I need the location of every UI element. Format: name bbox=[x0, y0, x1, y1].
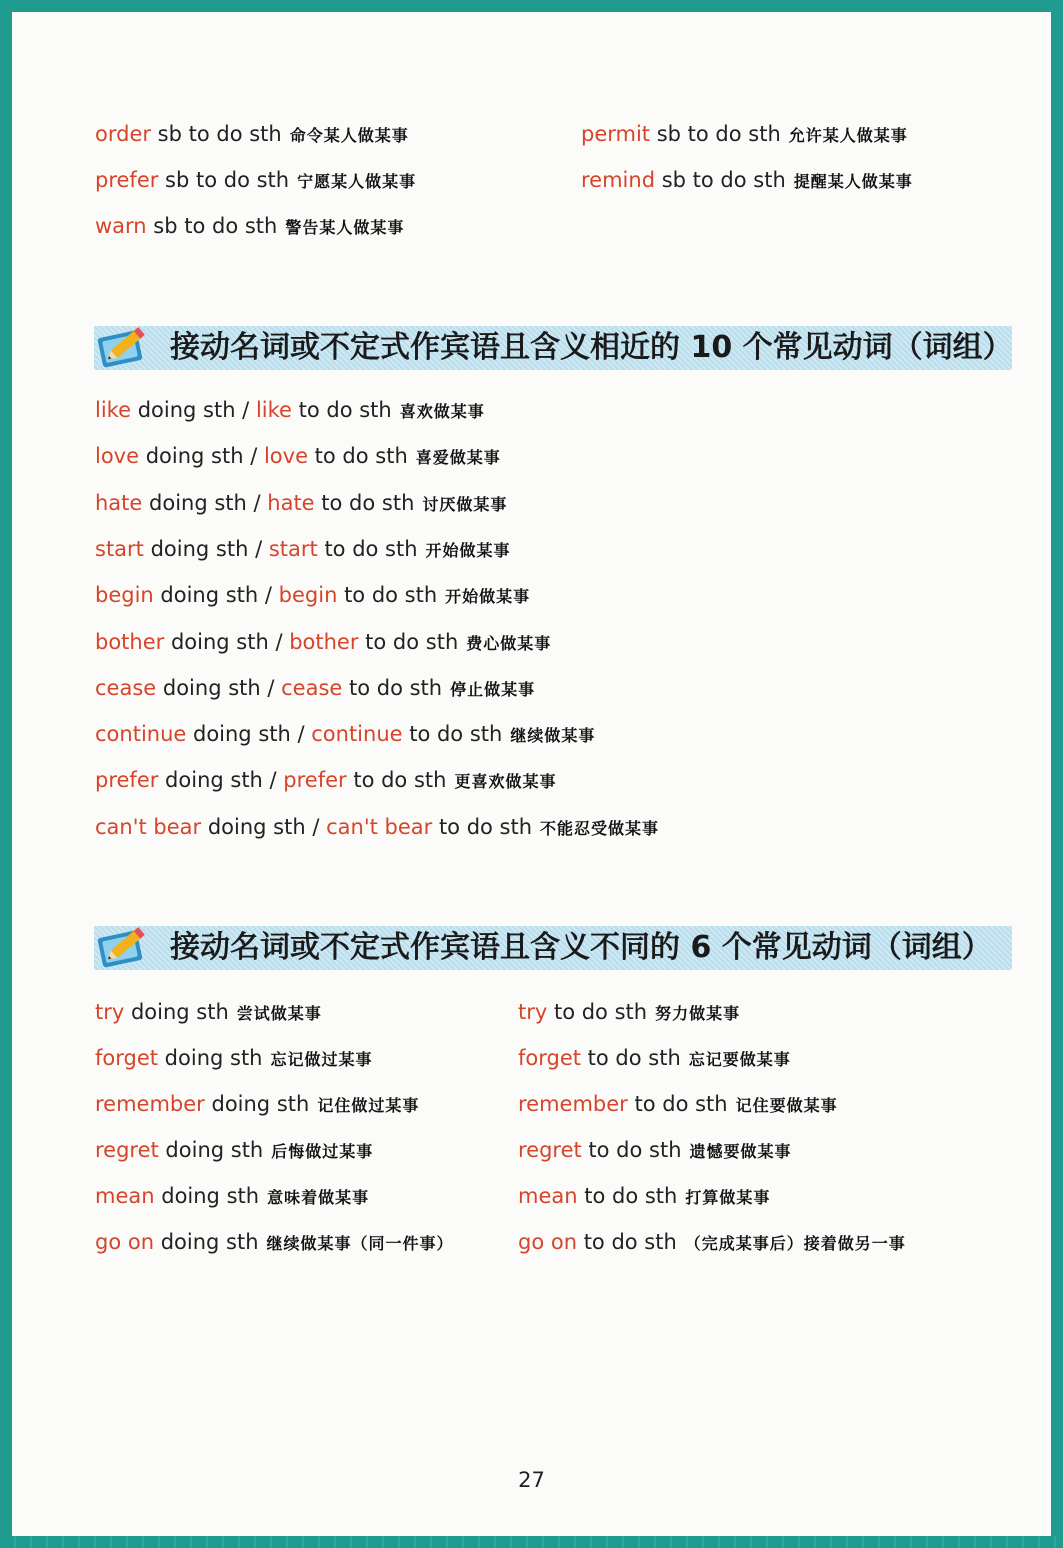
verb: prefer bbox=[95, 768, 159, 793]
meaning: 忘记做过某事 bbox=[270, 1050, 373, 1069]
verb: mean bbox=[95, 1184, 155, 1208]
meaning: 允许某人做某事 bbox=[788, 126, 908, 145]
different-verb-row bbox=[518, 1090, 838, 1120]
verb: try bbox=[95, 1000, 125, 1024]
pattern: doing sth / bbox=[201, 814, 327, 839]
verb: begin bbox=[278, 583, 338, 608]
pattern: doing sth / bbox=[164, 629, 290, 654]
similar-verb-row bbox=[95, 535, 511, 565]
verb: forget bbox=[518, 1046, 581, 1070]
similar-verb-row bbox=[95, 396, 485, 426]
meaning: 宁愿某人做某事 bbox=[297, 172, 417, 191]
different-verb-row bbox=[95, 998, 322, 1028]
section-title: 接动名词或不定式作宾语且含义相近的 10 个常见动词（词组） bbox=[170, 330, 1013, 365]
different-verb-row bbox=[95, 1044, 373, 1074]
verb: permit bbox=[581, 122, 651, 146]
pattern: to do sth bbox=[317, 536, 418, 561]
meaning: 努力做某事 bbox=[655, 1004, 741, 1023]
meaning: 开始做某事 bbox=[425, 540, 511, 560]
pattern: doing sth bbox=[124, 1000, 229, 1024]
pattern: to do sth bbox=[291, 398, 392, 422]
pattern: doing sth bbox=[158, 1138, 264, 1162]
pattern: doing sth bbox=[154, 1184, 260, 1208]
meaning: 意味着做某事 bbox=[267, 1188, 370, 1207]
verb: can't bear bbox=[326, 814, 433, 839]
pattern: to do sth bbox=[358, 629, 459, 654]
different-verb-row bbox=[518, 1044, 791, 1074]
pattern: to do sth bbox=[547, 1000, 648, 1024]
verb: go on bbox=[95, 1230, 155, 1254]
verb: mean bbox=[518, 1184, 578, 1208]
pattern: to do sth bbox=[307, 444, 408, 469]
similar-verb-row bbox=[95, 674, 535, 704]
pattern: to do sth bbox=[402, 722, 503, 747]
different-verb-row bbox=[518, 1136, 792, 1166]
verb: continue bbox=[95, 722, 187, 747]
meaning: 提醒某人做某事 bbox=[793, 172, 913, 191]
verb: remember bbox=[518, 1092, 628, 1116]
pencil-icon bbox=[96, 920, 154, 968]
pattern: doing sth / bbox=[139, 444, 264, 469]
pattern: sb to do sth bbox=[650, 122, 781, 146]
pattern: to do sth bbox=[346, 768, 447, 793]
different-verb-row bbox=[518, 998, 740, 1028]
verb: begin bbox=[95, 583, 154, 608]
intro-row bbox=[95, 166, 416, 196]
pattern: doing sth / bbox=[156, 675, 282, 700]
different-verb-row bbox=[518, 1182, 770, 1212]
pattern: sb to do sth bbox=[151, 122, 282, 146]
verb: regret bbox=[518, 1138, 582, 1162]
pattern: to do sth bbox=[581, 1046, 681, 1070]
meaning: 费心做某事 bbox=[466, 633, 552, 653]
verb: love bbox=[95, 444, 140, 469]
meaning: 喜爱做某事 bbox=[415, 448, 501, 468]
meaning: 讨厌做某事 bbox=[422, 494, 508, 514]
meaning: 后悔做过某事 bbox=[271, 1142, 374, 1161]
different-verb-row bbox=[95, 1090, 419, 1120]
different-verb-row bbox=[95, 1228, 454, 1258]
meaning: 警告某人做某事 bbox=[285, 218, 405, 237]
similar-verb-row bbox=[95, 628, 551, 658]
meaning: 停止做某事 bbox=[450, 679, 536, 699]
different-verb-row bbox=[95, 1182, 369, 1212]
pattern: to do sth bbox=[432, 814, 533, 839]
similar-verb-row bbox=[95, 581, 530, 611]
pattern: to do sth bbox=[337, 583, 438, 608]
pattern: doing sth / bbox=[153, 583, 279, 608]
different-verb-row bbox=[518, 1228, 906, 1258]
verb: warn bbox=[95, 214, 147, 238]
verb: like bbox=[95, 398, 132, 422]
intro-row bbox=[581, 166, 913, 196]
pattern: to do sth bbox=[577, 1230, 677, 1254]
pattern: to do sth bbox=[577, 1184, 678, 1208]
section-heading-similar bbox=[94, 326, 1012, 370]
verb: regret bbox=[95, 1138, 159, 1162]
verb: continue bbox=[311, 722, 403, 747]
similar-verb-row bbox=[95, 489, 507, 519]
similar-verb-row bbox=[95, 766, 556, 796]
pattern: sb to do sth bbox=[146, 214, 278, 238]
meaning: 不能忍受做某事 bbox=[540, 818, 660, 838]
verb: order bbox=[95, 122, 151, 146]
similar-verb-row bbox=[95, 813, 659, 843]
meaning: 命令某人做某事 bbox=[289, 126, 409, 145]
verb: bother bbox=[289, 629, 359, 654]
intro-row bbox=[95, 212, 404, 242]
pattern: sb to do sth bbox=[655, 168, 786, 192]
verb: prefer bbox=[95, 168, 159, 192]
pattern: to do sth bbox=[314, 490, 415, 515]
different-verb-row bbox=[95, 1136, 373, 1166]
meaning: 继续做某事 bbox=[510, 726, 596, 746]
verb: remind bbox=[581, 168, 656, 192]
pattern: doing sth / bbox=[143, 536, 269, 561]
verb: hate bbox=[267, 490, 315, 515]
intro-row bbox=[581, 120, 908, 150]
similar-verb-row bbox=[95, 720, 595, 750]
meaning: 忘记要做某事 bbox=[688, 1050, 791, 1069]
pattern: sb to do sth bbox=[158, 168, 290, 192]
verb: forget bbox=[95, 1046, 158, 1070]
pattern: doing sth bbox=[154, 1230, 259, 1254]
pattern: doing sth / bbox=[131, 398, 256, 422]
bottom-border bbox=[0, 1536, 1063, 1548]
pencil-icon bbox=[96, 320, 154, 368]
pattern: doing sth / bbox=[186, 722, 312, 747]
meaning: 开始做某事 bbox=[445, 587, 531, 607]
section-title: 接动名词或不定式作宾语且含义不同的 6 个常见动词（词组） bbox=[170, 930, 992, 965]
verb: try bbox=[518, 1000, 548, 1024]
verb: remember bbox=[95, 1092, 205, 1116]
section-heading-different bbox=[94, 926, 1012, 970]
meaning: （完成某事后）接着做另一事 bbox=[684, 1234, 906, 1253]
verb: like bbox=[255, 398, 292, 422]
pattern: doing sth bbox=[204, 1092, 310, 1116]
verb: go on bbox=[518, 1230, 578, 1254]
meaning: 尝试做某事 bbox=[236, 1004, 322, 1023]
verb: start bbox=[268, 536, 318, 561]
meaning: 继续做某事（同一件事） bbox=[266, 1234, 454, 1253]
pattern: doing sth / bbox=[142, 490, 268, 515]
similar-verb-row bbox=[95, 442, 501, 472]
pattern: to do sth bbox=[581, 1138, 682, 1162]
page-number: 27 bbox=[518, 1468, 545, 1492]
verb: hate bbox=[95, 490, 143, 515]
meaning: 打算做某事 bbox=[685, 1188, 771, 1207]
meaning: 记住做过某事 bbox=[317, 1096, 420, 1115]
verb: cease bbox=[95, 675, 157, 700]
verb: prefer bbox=[283, 768, 347, 793]
verb: start bbox=[95, 536, 144, 561]
page bbox=[12, 12, 1051, 1536]
meaning: 记住要做某事 bbox=[735, 1096, 838, 1115]
verb: love bbox=[263, 444, 308, 469]
verb: cease bbox=[281, 675, 343, 700]
meaning: 遗憾要做某事 bbox=[689, 1142, 792, 1161]
meaning: 喜欢做某事 bbox=[399, 402, 485, 421]
verb: can't bear bbox=[95, 814, 202, 839]
pattern: doing sth / bbox=[158, 768, 284, 793]
intro-row bbox=[95, 120, 409, 150]
pattern: to do sth bbox=[627, 1092, 728, 1116]
verb: bother bbox=[95, 629, 165, 654]
pattern: to do sth bbox=[342, 675, 443, 700]
pattern: doing sth bbox=[158, 1046, 263, 1070]
meaning: 更喜欢做某事 bbox=[454, 772, 557, 792]
